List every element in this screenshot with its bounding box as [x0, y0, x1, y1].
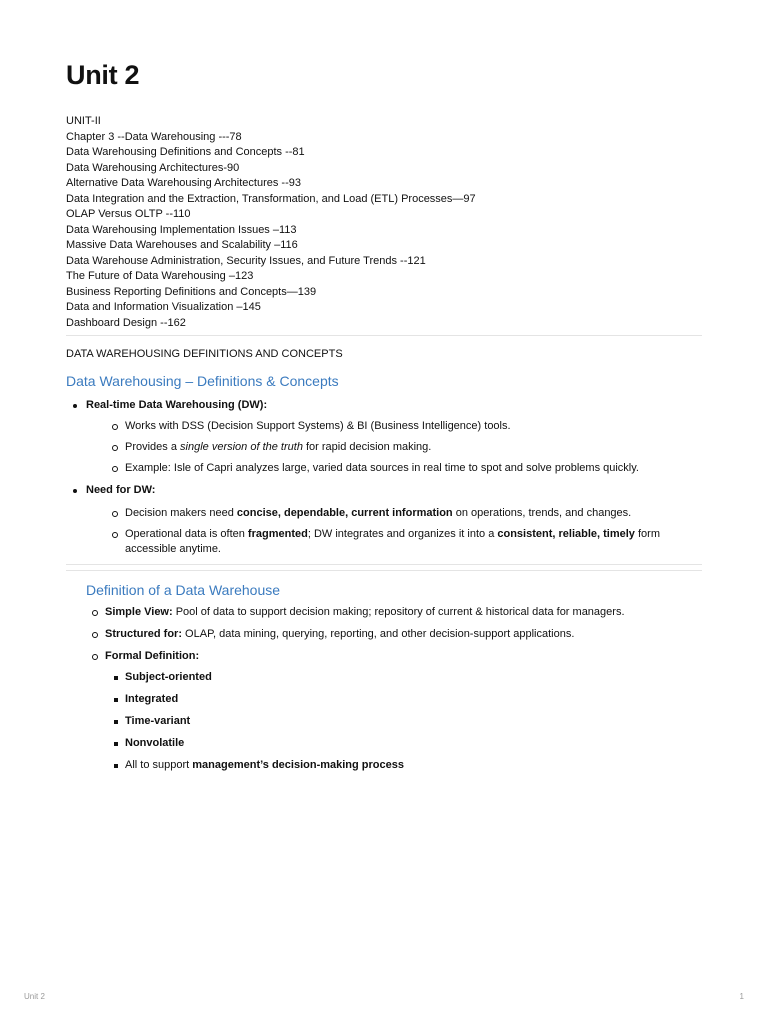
toc-line: Data and Information Visualization –145 [66, 301, 261, 313]
text-span: on operations, trends, and changes. [452, 507, 632, 519]
bold-text: Integrated [125, 693, 179, 705]
divider [66, 564, 702, 565]
toc-line: Massive Data Warehouses and Scalability –116 [66, 239, 298, 251]
bold-text: fragmented [247, 528, 308, 540]
toc-line: Chapter 3 --Data Warehousing ---78 [66, 130, 242, 143]
toc-line: Data Integration and the Extraction, Transformation, and Load (ETL) Processes—97 [66, 192, 476, 205]
divider [66, 335, 702, 336]
text-span: form accessible anytime. [125, 528, 660, 555]
toc-line: Data Warehousing Definitions and Concepts --81 [66, 146, 305, 158]
emphasis-text: single version of the truth [180, 441, 303, 453]
toc-line: Business Reporting Definitions and Concepts—139 [66, 285, 317, 298]
toc-line: Data Warehousing Architectures-90 [66, 161, 240, 174]
list-item [66, 670, 702, 685]
page-title: Unit 2 [66, 60, 140, 90]
footer-title: Unit 2 [24, 992, 45, 1001]
list-item [86, 506, 702, 521]
list-item: Example: Isle of Capri analyzes large, varied data sources in real time to spot and solve problems quickly. [86, 461, 702, 476]
text-span: OLAP, data mining, querying, reporting, and other decision-support applications. [182, 628, 575, 640]
toc-line: Alternative Data Warehousing Architectures --93 [66, 177, 301, 189]
table-of-contents [66, 114, 476, 331]
bold-text: consistent, reliable, timely [497, 528, 635, 540]
bold-text: Simple View: [105, 606, 173, 618]
realtime-dw-block [66, 398, 702, 476]
divider [66, 570, 702, 571]
toc-line: OLAP Versus OLTP --110 [66, 208, 191, 220]
toc-line: Data Warehouse Administration, Security Issues, and Future Trends --121 [66, 254, 426, 267]
need-dw-label: Need for DW: [86, 484, 156, 496]
bold-text: Nonvolatile [125, 737, 185, 749]
toc-line: Dashboard Design --162 [66, 316, 186, 329]
list-item [66, 605, 702, 620]
toc-line: Data Warehousing Implementation Issues –113 [66, 223, 297, 236]
need-dw-block [66, 483, 702, 557]
text-span: for rapid decision making. [302, 441, 432, 453]
list-item: Works with DSS (Decision Support Systems) & BI (Business Intelligence) tools. [86, 419, 702, 434]
bold-text: Time-variant [125, 715, 191, 727]
bold-text: management’s decision-making process [192, 759, 404, 771]
list-item [86, 527, 702, 557]
list-item [66, 398, 702, 476]
text-span: Provides a [125, 441, 181, 453]
list-item [66, 483, 702, 557]
list-item [66, 714, 702, 729]
bold-text: Formal Definition: [105, 650, 200, 662]
page-number: 1 [739, 992, 744, 1001]
toc-line: The Future of Data Warehousing –123 [66, 270, 254, 282]
definition-heading: Definition of a Data Warehouse [86, 582, 281, 598]
text-span: ; DW integrates and organizes it into a [307, 528, 498, 540]
text-span: Pool of data to support decision making; repository of current & historical data for managers. [172, 606, 625, 618]
list-item [66, 627, 702, 642]
bold-text: concise, dependable, current information [236, 507, 453, 519]
text-span: Decision makers need [125, 507, 237, 519]
text-span: Operational data is often [125, 528, 248, 540]
list-item [66, 758, 702, 773]
section-heading: Data Warehousing – Definitions & Concepts [66, 373, 339, 389]
realtime-dw-label: Real-time Data Warehousing (DW): [86, 399, 268, 411]
list-item [66, 692, 702, 707]
bold-text: Subject-oriented [125, 671, 212, 683]
list-item [66, 649, 702, 773]
list-item [86, 440, 702, 455]
toc-line: UNIT-II [66, 115, 101, 127]
definition-block [66, 605, 702, 773]
text-span: All to support [125, 759, 193, 771]
list-item [66, 736, 702, 751]
section-caps-title: DATA WAREHOUSING DEFINITIONS AND CONCEPTS [66, 348, 343, 360]
bold-text: Structured for: [105, 628, 182, 640]
